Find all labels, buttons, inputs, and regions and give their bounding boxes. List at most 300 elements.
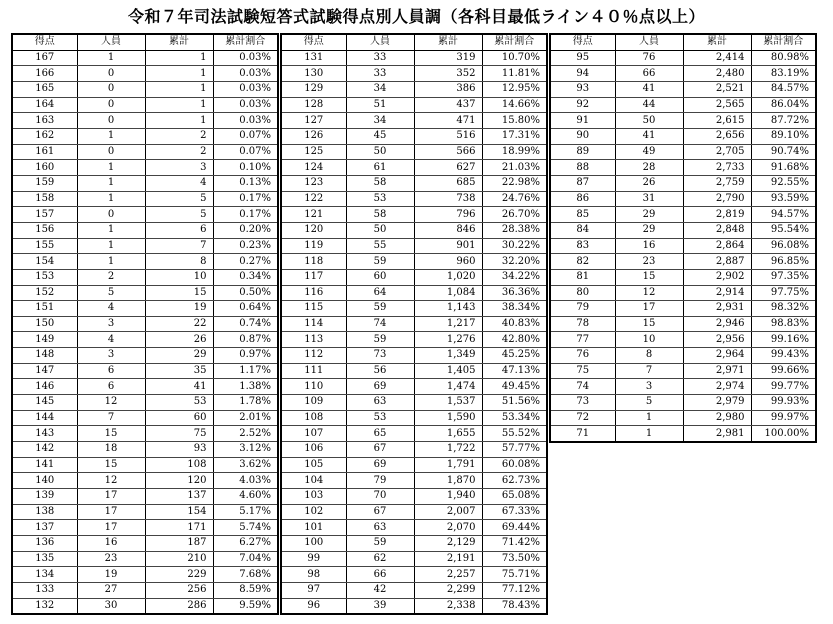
cumulative-cell: 286 xyxy=(145,598,213,614)
score-cell: 129 xyxy=(281,81,346,97)
score-cell: 162 xyxy=(12,128,77,144)
count-cell: 33 xyxy=(346,50,414,66)
cumulative-ratio-cell: 51.56% xyxy=(482,395,547,411)
cumulative-cell: 1,655 xyxy=(414,426,482,442)
table-row xyxy=(12,191,278,207)
table-row xyxy=(281,269,547,285)
cumulative-cell: 210 xyxy=(145,551,213,567)
cumulative-cell: 187 xyxy=(145,536,213,552)
cumulative-cell: 2,790 xyxy=(683,191,751,207)
score-cell: 122 xyxy=(281,191,346,207)
score-cell: 76 xyxy=(550,348,615,364)
count-cell: 60 xyxy=(346,269,414,285)
count-cell: 30 xyxy=(77,598,145,614)
score-cell: 98 xyxy=(281,567,346,583)
header-cumulative: 累計 xyxy=(145,34,213,50)
cumulative-ratio-cell: 3.62% xyxy=(213,457,278,473)
score-cell: 161 xyxy=(12,144,77,160)
score-cell: 145 xyxy=(12,395,77,411)
table-row xyxy=(550,113,816,129)
cumulative-cell: 738 xyxy=(414,191,482,207)
score-table-2 xyxy=(280,33,548,615)
count-cell: 34 xyxy=(346,113,414,129)
score-cell: 109 xyxy=(281,395,346,411)
count-cell: 29 xyxy=(615,222,683,238)
table-row xyxy=(550,285,816,301)
count-cell: 59 xyxy=(346,254,414,270)
table-row xyxy=(281,316,547,332)
cumulative-ratio-cell: 49.45% xyxy=(482,379,547,395)
score-cell: 117 xyxy=(281,269,346,285)
table-row xyxy=(550,128,816,144)
header-cumulative-ratio: 累計割合 xyxy=(213,34,278,50)
score-cell: 71 xyxy=(550,426,615,442)
score-cell: 126 xyxy=(281,128,346,144)
score-cell: 156 xyxy=(12,222,77,238)
score-cell: 144 xyxy=(12,410,77,426)
cumulative-cell: 2,974 xyxy=(683,379,751,395)
cumulative-ratio-cell: 0.23% xyxy=(213,238,278,254)
score-cell: 158 xyxy=(12,191,77,207)
cumulative-ratio-cell: 7.68% xyxy=(213,567,278,583)
count-cell: 58 xyxy=(346,207,414,223)
score-cell: 154 xyxy=(12,254,77,270)
table-row xyxy=(12,50,278,66)
cumulative-ratio-cell: 1.78% xyxy=(213,395,278,411)
cumulative-ratio-cell: 5.74% xyxy=(213,520,278,536)
cumulative-ratio-cell: 32.20% xyxy=(482,254,547,270)
header-score: 得点 xyxy=(281,34,346,50)
score-table-3 xyxy=(549,33,817,443)
table-row xyxy=(281,222,547,238)
table-row xyxy=(12,144,278,160)
table-row xyxy=(281,144,547,160)
header-row xyxy=(281,34,547,50)
cumulative-ratio-cell: 5.17% xyxy=(213,504,278,520)
count-cell: 28 xyxy=(615,160,683,176)
table-row xyxy=(550,238,816,254)
table-row xyxy=(550,410,816,426)
cumulative-cell: 60 xyxy=(145,410,213,426)
cumulative-ratio-cell: 75.71% xyxy=(482,567,547,583)
table-row xyxy=(12,442,278,458)
cumulative-ratio-cell: 18.99% xyxy=(482,144,547,160)
cumulative-cell: 29 xyxy=(145,348,213,364)
count-cell: 58 xyxy=(346,175,414,191)
table-row xyxy=(550,97,816,113)
cumulative-cell: 6 xyxy=(145,222,213,238)
table-row xyxy=(12,207,278,223)
cumulative-cell: 2,191 xyxy=(414,551,482,567)
cumulative-cell: 1,722 xyxy=(414,442,482,458)
cumulative-cell: 2,946 xyxy=(683,316,751,332)
cumulative-ratio-cell: 28.38% xyxy=(482,222,547,238)
cumulative-cell: 2 xyxy=(145,144,213,160)
cumulative-cell: 1,474 xyxy=(414,379,482,395)
count-cell: 12 xyxy=(77,395,145,411)
score-cell: 155 xyxy=(12,238,77,254)
cumulative-cell: 960 xyxy=(414,254,482,270)
score-cell: 164 xyxy=(12,97,77,113)
table-row xyxy=(12,160,278,176)
count-cell: 29 xyxy=(615,207,683,223)
count-cell: 26 xyxy=(615,175,683,191)
count-cell: 15 xyxy=(77,457,145,473)
count-cell: 0 xyxy=(77,97,145,113)
cumulative-ratio-cell: 36.36% xyxy=(482,285,547,301)
score-cell: 125 xyxy=(281,144,346,160)
score-cell: 135 xyxy=(12,551,77,567)
count-cell: 67 xyxy=(346,504,414,520)
score-cell: 106 xyxy=(281,442,346,458)
cumulative-ratio-cell: 0.74% xyxy=(213,316,278,332)
score-cell: 81 xyxy=(550,269,615,285)
cumulative-ratio-cell: 90.74% xyxy=(751,144,816,160)
count-cell: 5 xyxy=(615,395,683,411)
count-cell: 76 xyxy=(615,50,683,66)
cumulative-ratio-cell: 15.80% xyxy=(482,113,547,129)
cumulative-cell: 53 xyxy=(145,395,213,411)
cumulative-ratio-cell: 26.70% xyxy=(482,207,547,223)
count-cell: 34 xyxy=(346,81,414,97)
cumulative-ratio-cell: 21.03% xyxy=(482,160,547,176)
count-cell: 3 xyxy=(615,379,683,395)
cumulative-cell: 2,902 xyxy=(683,269,751,285)
table-row xyxy=(281,504,547,520)
cumulative-ratio-cell: 1.17% xyxy=(213,363,278,379)
cumulative-ratio-cell: 4.60% xyxy=(213,489,278,505)
cumulative-cell: 471 xyxy=(414,113,482,129)
table-row xyxy=(550,269,816,285)
cumulative-ratio-cell: 0.64% xyxy=(213,301,278,317)
table-row xyxy=(550,144,816,160)
count-cell: 1 xyxy=(77,175,145,191)
table-row xyxy=(281,520,547,536)
table-row xyxy=(12,66,278,82)
score-cell: 116 xyxy=(281,285,346,301)
score-cell: 157 xyxy=(12,207,77,223)
cumulative-cell: 2,615 xyxy=(683,113,751,129)
count-cell: 8 xyxy=(615,348,683,364)
score-cell: 134 xyxy=(12,567,77,583)
cumulative-ratio-cell: 0.03% xyxy=(213,66,278,82)
table-row xyxy=(12,175,278,191)
cumulative-ratio-cell: 0.27% xyxy=(213,254,278,270)
table-row xyxy=(281,113,547,129)
cumulative-cell: 5 xyxy=(145,191,213,207)
table-row xyxy=(550,66,816,82)
count-cell: 1 xyxy=(615,426,683,442)
cumulative-cell: 437 xyxy=(414,97,482,113)
count-cell: 39 xyxy=(346,598,414,614)
count-cell: 64 xyxy=(346,285,414,301)
score-cell: 127 xyxy=(281,113,346,129)
score-cell: 130 xyxy=(281,66,346,82)
table-row xyxy=(281,332,547,348)
count-cell: 69 xyxy=(346,379,414,395)
cumulative-cell: 1,276 xyxy=(414,332,482,348)
count-cell: 59 xyxy=(346,536,414,552)
table-row xyxy=(550,175,816,191)
score-cell: 143 xyxy=(12,426,77,442)
score-cell: 102 xyxy=(281,504,346,520)
cumulative-cell: 1,791 xyxy=(414,457,482,473)
table-row xyxy=(281,50,547,66)
score-cell: 131 xyxy=(281,50,346,66)
cumulative-cell: 2,956 xyxy=(683,332,751,348)
count-cell: 70 xyxy=(346,489,414,505)
table-row xyxy=(12,363,278,379)
table-row xyxy=(12,128,278,144)
cumulative-ratio-cell: 73.50% xyxy=(482,551,547,567)
table-row xyxy=(12,254,278,270)
count-cell: 44 xyxy=(615,97,683,113)
cumulative-ratio-cell: 0.17% xyxy=(213,207,278,223)
cumulative-ratio-cell: 0.97% xyxy=(213,348,278,364)
score-cell: 77 xyxy=(550,332,615,348)
table-row xyxy=(550,316,816,332)
count-cell: 31 xyxy=(615,191,683,207)
header-score: 得点 xyxy=(12,34,77,50)
cumulative-ratio-cell: 83.19% xyxy=(751,66,816,82)
cumulative-ratio-cell: 0.20% xyxy=(213,222,278,238)
count-cell: 73 xyxy=(346,348,414,364)
count-cell: 41 xyxy=(615,128,683,144)
score-cell: 103 xyxy=(281,489,346,505)
score-cell: 149 xyxy=(12,332,77,348)
count-cell: 15 xyxy=(615,269,683,285)
table-row xyxy=(281,81,547,97)
cumulative-cell: 2,414 xyxy=(683,50,751,66)
cumulative-ratio-cell: 99.66% xyxy=(751,363,816,379)
count-cell: 1 xyxy=(77,128,145,144)
cumulative-cell: 627 xyxy=(414,160,482,176)
table-row xyxy=(550,379,816,395)
table-row xyxy=(550,395,816,411)
cumulative-ratio-cell: 96.85% xyxy=(751,254,816,270)
cumulative-ratio-cell: 62.73% xyxy=(482,473,547,489)
cumulative-cell: 2,887 xyxy=(683,254,751,270)
cumulative-cell: 566 xyxy=(414,144,482,160)
cumulative-ratio-cell: 2.52% xyxy=(213,426,278,442)
header-row xyxy=(550,34,816,50)
cumulative-cell: 75 xyxy=(145,426,213,442)
score-cell: 99 xyxy=(281,551,346,567)
cumulative-ratio-cell: 53.34% xyxy=(482,410,547,426)
cumulative-cell: 2,007 xyxy=(414,504,482,520)
cumulative-ratio-cell: 78.43% xyxy=(482,598,547,614)
cumulative-cell: 1,537 xyxy=(414,395,482,411)
score-cell: 167 xyxy=(12,50,77,66)
cumulative-cell: 2,521 xyxy=(683,81,751,97)
count-cell: 51 xyxy=(346,97,414,113)
table-row xyxy=(550,332,816,348)
table-row xyxy=(550,363,816,379)
count-cell: 6 xyxy=(77,363,145,379)
cumulative-cell: 901 xyxy=(414,238,482,254)
cumulative-ratio-cell: 55.52% xyxy=(482,426,547,442)
count-cell: 55 xyxy=(346,238,414,254)
cumulative-ratio-cell: 65.08% xyxy=(482,489,547,505)
count-cell: 5 xyxy=(77,285,145,301)
count-cell: 15 xyxy=(615,316,683,332)
header-row xyxy=(12,34,278,50)
score-cell: 72 xyxy=(550,410,615,426)
cumulative-cell: 3 xyxy=(145,160,213,176)
score-cell: 151 xyxy=(12,301,77,317)
table-row xyxy=(12,520,278,536)
table-row xyxy=(281,191,547,207)
score-cell: 132 xyxy=(12,598,77,614)
cumulative-cell: 2,848 xyxy=(683,222,751,238)
score-cell: 114 xyxy=(281,316,346,332)
score-cell: 118 xyxy=(281,254,346,270)
cumulative-ratio-cell: 57.77% xyxy=(482,442,547,458)
cumulative-cell: 256 xyxy=(145,582,213,598)
count-cell: 12 xyxy=(615,285,683,301)
count-cell: 42 xyxy=(346,582,414,598)
cumulative-ratio-cell: 30.22% xyxy=(482,238,547,254)
cumulative-cell: 1,940 xyxy=(414,489,482,505)
cumulative-ratio-cell: 67.33% xyxy=(482,504,547,520)
count-cell: 18 xyxy=(77,442,145,458)
score-cell: 105 xyxy=(281,457,346,473)
cumulative-cell: 2,129 xyxy=(414,536,482,552)
cumulative-ratio-cell: 97.75% xyxy=(751,285,816,301)
score-cell: 147 xyxy=(12,363,77,379)
cumulative-cell: 1,217 xyxy=(414,316,482,332)
cumulative-ratio-cell: 99.97% xyxy=(751,410,816,426)
cumulative-ratio-cell: 42.80% xyxy=(482,332,547,348)
table-row xyxy=(12,489,278,505)
count-cell: 69 xyxy=(346,457,414,473)
table-row xyxy=(550,81,816,97)
cumulative-cell: 516 xyxy=(414,128,482,144)
score-cell: 89 xyxy=(550,144,615,160)
count-cell: 53 xyxy=(346,410,414,426)
table-row xyxy=(281,582,547,598)
count-cell: 6 xyxy=(77,379,145,395)
cumulative-cell: 2,931 xyxy=(683,301,751,317)
count-cell: 10 xyxy=(615,332,683,348)
cumulative-ratio-cell: 0.10% xyxy=(213,160,278,176)
cumulative-ratio-cell: 98.32% xyxy=(751,301,816,317)
count-cell: 27 xyxy=(77,582,145,598)
cumulative-ratio-cell: 0.17% xyxy=(213,191,278,207)
score-cell: 111 xyxy=(281,363,346,379)
score-cell: 97 xyxy=(281,582,346,598)
cumulative-cell: 2,299 xyxy=(414,582,482,598)
count-cell: 41 xyxy=(615,81,683,97)
table-row xyxy=(12,567,278,583)
count-cell: 7 xyxy=(77,410,145,426)
cumulative-cell: 386 xyxy=(414,81,482,97)
score-cell: 108 xyxy=(281,410,346,426)
score-cell: 88 xyxy=(550,160,615,176)
cumulative-cell: 19 xyxy=(145,301,213,317)
count-cell: 12 xyxy=(77,473,145,489)
score-cell: 138 xyxy=(12,504,77,520)
cumulative-ratio-cell: 0.07% xyxy=(213,128,278,144)
table-row xyxy=(281,285,547,301)
score-cell: 94 xyxy=(550,66,615,82)
table-row xyxy=(12,348,278,364)
cumulative-ratio-cell: 69.44% xyxy=(482,520,547,536)
cumulative-cell: 108 xyxy=(145,457,213,473)
cumulative-cell: 22 xyxy=(145,316,213,332)
count-cell: 49 xyxy=(615,144,683,160)
score-cell: 115 xyxy=(281,301,346,317)
count-cell: 1 xyxy=(615,410,683,426)
count-cell: 23 xyxy=(615,254,683,270)
cumulative-ratio-cell: 6.27% xyxy=(213,536,278,552)
table-row xyxy=(12,301,278,317)
table-row xyxy=(12,410,278,426)
cumulative-ratio-cell: 94.57% xyxy=(751,207,816,223)
cumulative-cell: 171 xyxy=(145,520,213,536)
cumulative-cell: 137 xyxy=(145,489,213,505)
cumulative-cell: 352 xyxy=(414,66,482,82)
cumulative-cell: 2,964 xyxy=(683,348,751,364)
table-row xyxy=(550,50,816,66)
table-row xyxy=(550,191,816,207)
header-cumulative-ratio: 累計割合 xyxy=(751,34,816,50)
score-cell: 75 xyxy=(550,363,615,379)
count-cell: 50 xyxy=(346,144,414,160)
count-cell: 56 xyxy=(346,363,414,379)
table-row xyxy=(550,207,816,223)
count-cell: 1 xyxy=(77,50,145,66)
score-cell: 150 xyxy=(12,316,77,332)
cumulative-cell: 229 xyxy=(145,567,213,583)
table-row xyxy=(281,128,547,144)
cumulative-ratio-cell: 11.81% xyxy=(482,66,547,82)
score-cell: 74 xyxy=(550,379,615,395)
score-cell: 87 xyxy=(550,175,615,191)
count-cell: 17 xyxy=(77,520,145,536)
cumulative-ratio-cell: 0.03% xyxy=(213,81,278,97)
cumulative-cell: 2,257 xyxy=(414,567,482,583)
cumulative-cell: 4 xyxy=(145,175,213,191)
cumulative-ratio-cell: 0.34% xyxy=(213,269,278,285)
header-count: 人員 xyxy=(615,34,683,50)
cumulative-ratio-cell: 14.66% xyxy=(482,97,547,113)
page-title: 令和７年司法試験短答式試験得点別人員調（各科目最低ライン４０％点以上） xyxy=(127,7,706,26)
count-cell: 1 xyxy=(77,222,145,238)
score-table-1 xyxy=(11,33,279,615)
table-row xyxy=(12,97,278,113)
score-cell: 146 xyxy=(12,379,77,395)
cumulative-cell: 2,338 xyxy=(414,598,482,614)
score-cell: 160 xyxy=(12,160,77,176)
score-cell: 84 xyxy=(550,222,615,238)
cumulative-ratio-cell: 0.50% xyxy=(213,285,278,301)
table-row xyxy=(12,457,278,473)
cumulative-cell: 2,733 xyxy=(683,160,751,176)
cumulative-ratio-cell: 99.43% xyxy=(751,348,816,364)
count-cell: 4 xyxy=(77,301,145,317)
cumulative-cell: 319 xyxy=(414,50,482,66)
score-cell: 93 xyxy=(550,81,615,97)
cumulative-ratio-cell: 80.98% xyxy=(751,50,816,66)
cumulative-cell: 1,143 xyxy=(414,301,482,317)
cumulative-cell: 2,656 xyxy=(683,128,751,144)
score-cell: 95 xyxy=(550,50,615,66)
score-cell: 137 xyxy=(12,520,77,536)
score-cell: 110 xyxy=(281,379,346,395)
table-row xyxy=(281,442,547,458)
cumulative-cell: 846 xyxy=(414,222,482,238)
